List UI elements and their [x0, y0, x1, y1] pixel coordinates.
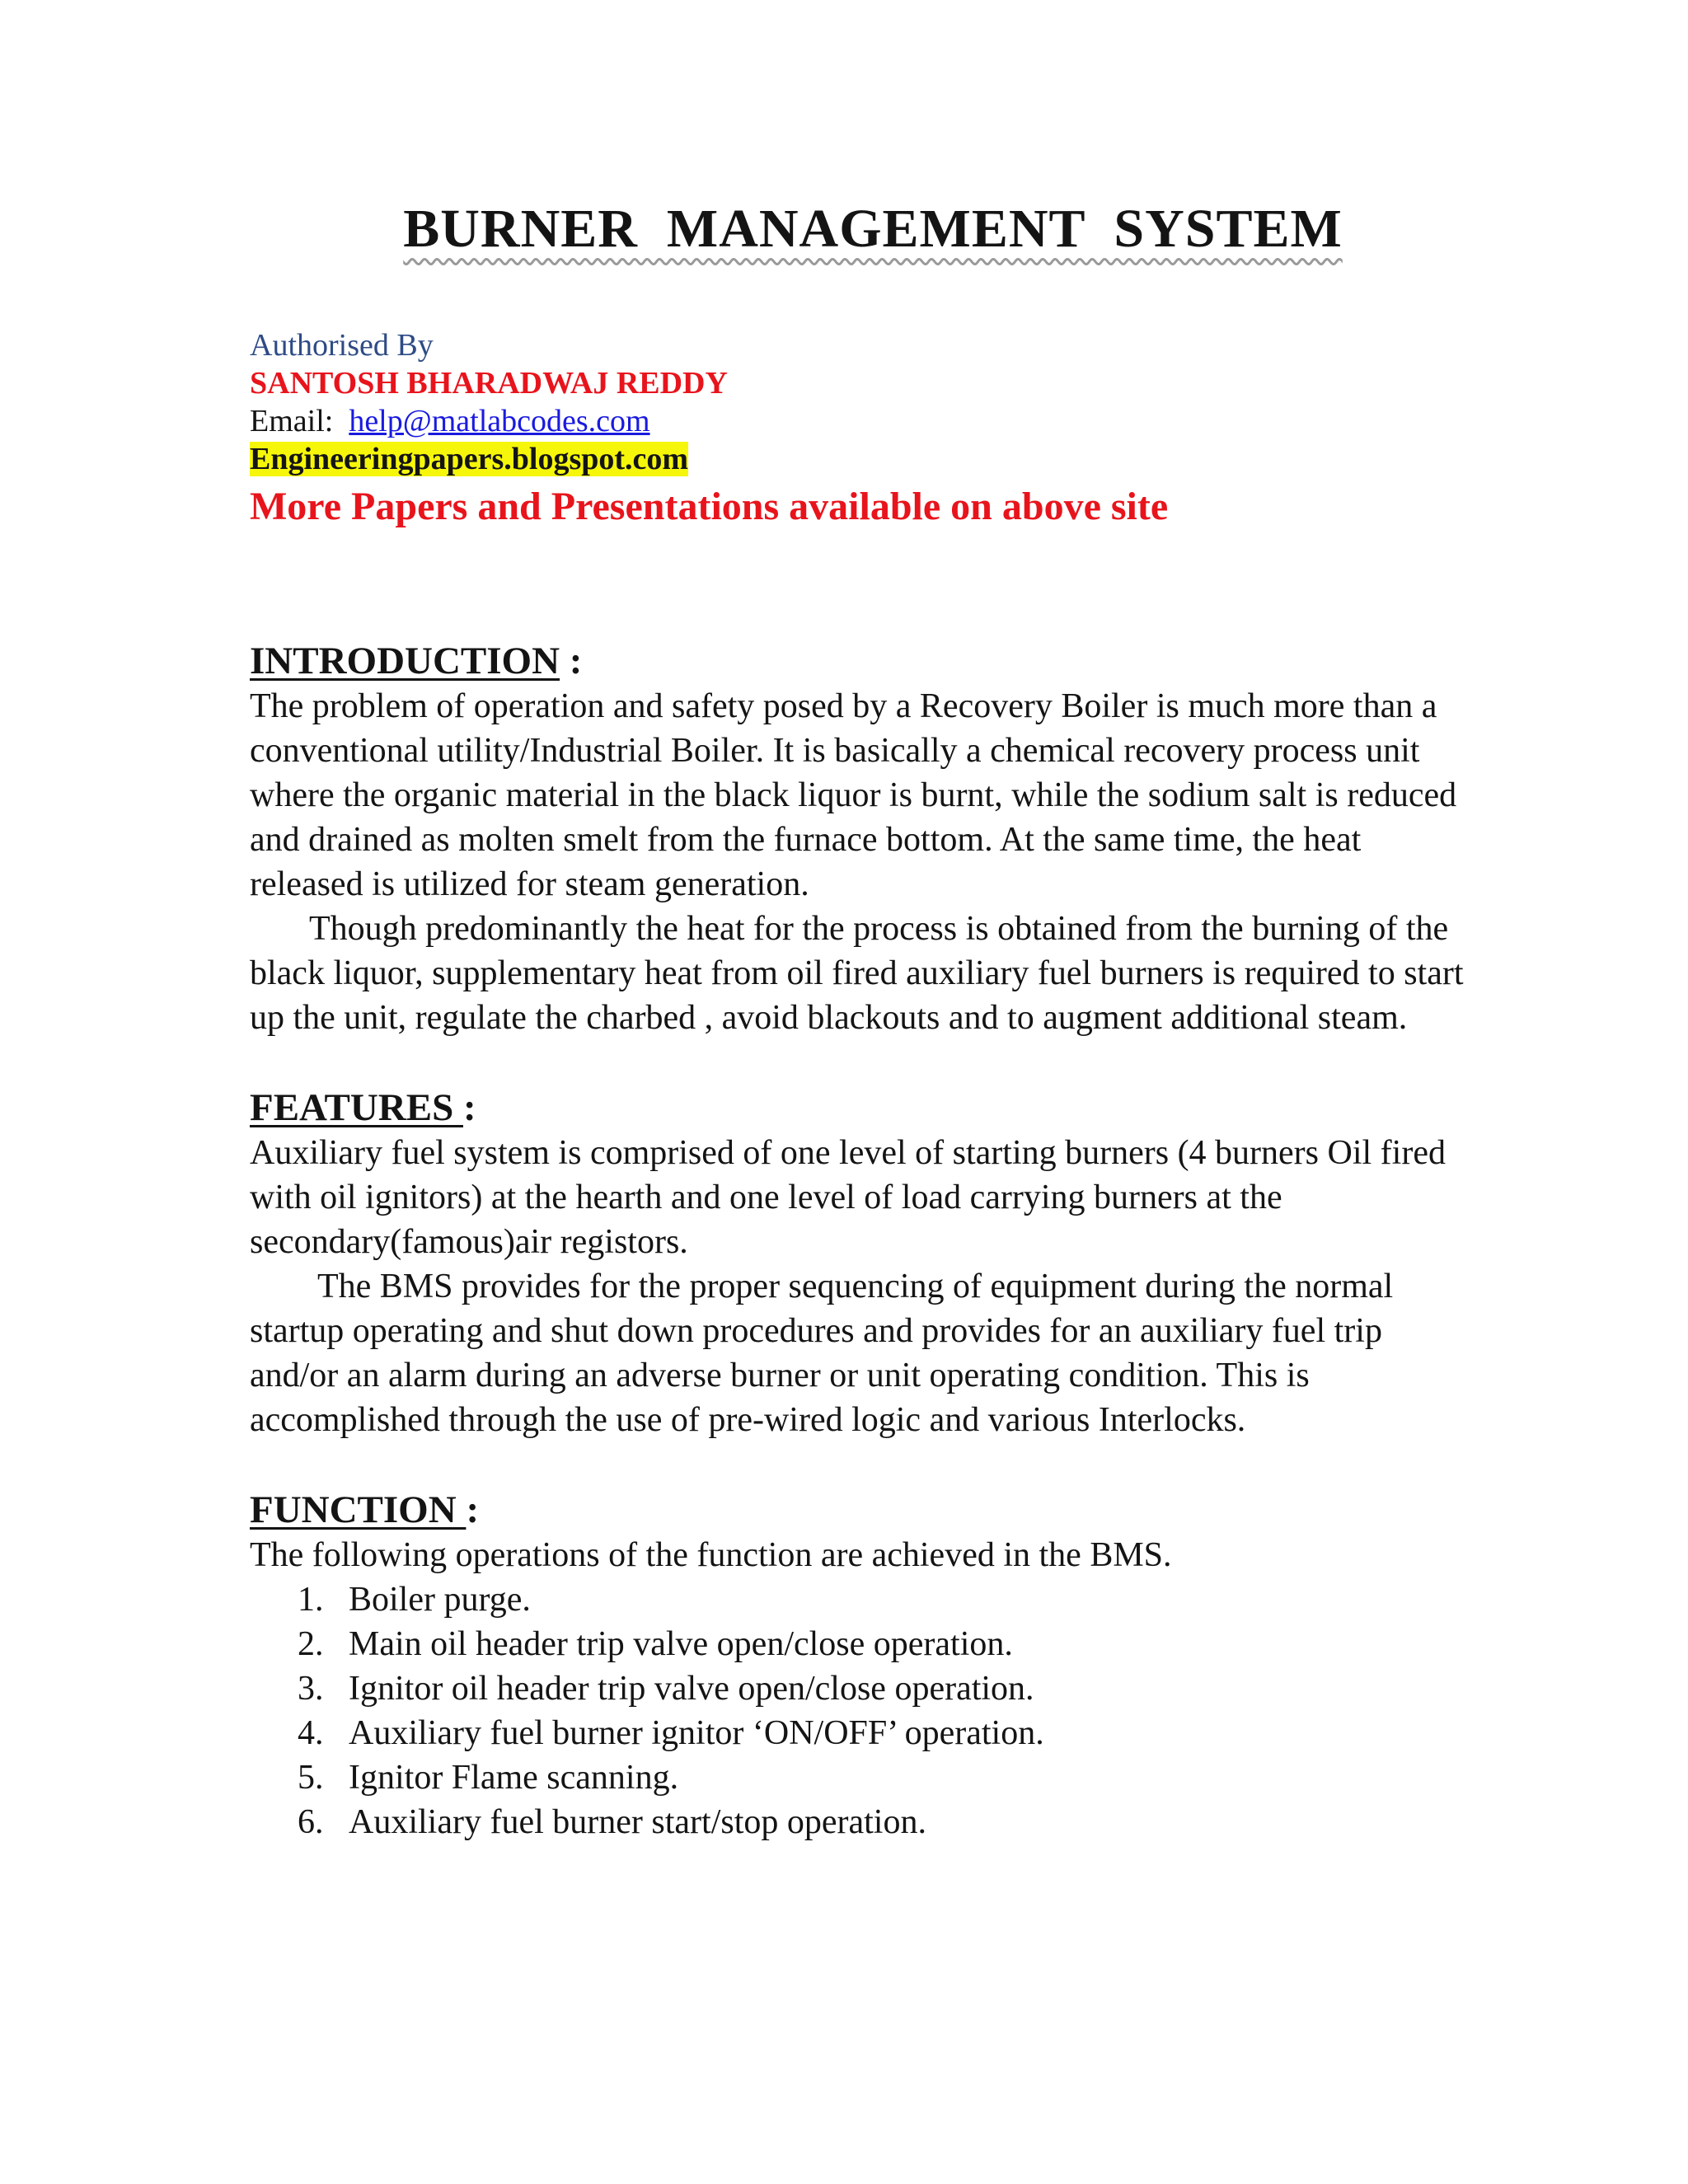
introduction-paragraph-1: The problem of operation and safety posed by a Recovery Boiler is much more than a conventional utility/Industrial Boiler. It is basically a chemical recovery process unit where the organic material in the black liquor is burnt, while the sodium salt is reduced and drained as molten smelt from the furnace bottom. At the same time, the heat released is utilized for steam generation.: [250, 687, 1457, 903]
section-function: [250, 1487, 1470, 1844]
list-item-text: Auxiliary fuel burner ignitor ‘ON/OFF’ operation.: [349, 1714, 1044, 1752]
section-introduction: [250, 638, 1470, 1040]
list-item: [250, 1666, 1470, 1711]
list-item-text: Boiler purge.: [349, 1581, 531, 1619]
features-heading: [250, 1085, 1470, 1131]
introduction-heading-text: INTRODUCTION: [250, 640, 560, 682]
email-label: Email:: [250, 404, 349, 438]
email-row: [250, 402, 1470, 440]
list-item-number: 4.: [298, 1714, 324, 1752]
list-item-number: 3.: [298, 1670, 324, 1708]
site-url-highlighted: Engineeringpapers.blogspot.com: [250, 442, 689, 476]
function-heading: [250, 1487, 1470, 1533]
function-intro: The following operations of the function are achieved in the BMS.: [250, 1536, 1172, 1574]
function-list: [250, 1577, 1470, 1844]
document-body: [250, 326, 1470, 1844]
list-item-text: Ignitor oil header trip valve open/close operation.: [349, 1670, 1034, 1708]
list-item: [250, 1755, 1470, 1800]
features-heading-colon: :: [462, 1086, 476, 1129]
function-heading-colon: :: [466, 1488, 480, 1531]
authorised-by-label: Authorised By: [250, 328, 434, 363]
features-paragraph-2: The BMS provides for the proper sequencing of equipment during the normal startup operating and shut down procedures and provides for an auxiliary fuel trip and/or an alarm during an adverse burner or unit operating condition. This is accomplished through the use of pre-wired logic and various Interlocks.: [250, 1268, 1394, 1439]
list-item-number: 2.: [298, 1625, 324, 1663]
title-text: BURNER MANAGEMENT SYSTEM: [403, 199, 1343, 259]
section-features: [250, 1085, 1470, 1442]
list-item: [250, 1711, 1470, 1755]
email-link[interactable]: help@matlabcodes.com: [349, 404, 650, 438]
list-item: [250, 1800, 1470, 1844]
list-item-text: Auxiliary fuel burner start/stop operation.: [349, 1803, 926, 1841]
list-item-number: 1.: [298, 1581, 324, 1619]
list-item: [250, 1622, 1470, 1666]
features-heading-text: FEATURES: [250, 1086, 463, 1129]
author-name: SANTOSH BHARADWAJ REDDY: [250, 366, 728, 401]
author-block: [250, 326, 1470, 532]
introduction-heading-colon: :: [560, 640, 583, 682]
features-paragraph-1: Auxiliary fuel system is comprised of one level of starting burners (4 burners Oil fired with oil ignitors) at the hearth and one level of load carrying burners at the secondary(famous)air registors.: [250, 1134, 1446, 1261]
list-item-text: Main oil header trip valve open/close operation.: [349, 1625, 1013, 1663]
site-row: [250, 440, 1470, 478]
list-item-text: Ignitor Flame scanning.: [349, 1759, 679, 1797]
function-heading-text: FUNCTION: [250, 1488, 467, 1531]
introduction-heading: [250, 638, 1470, 684]
list-item: [250, 1577, 1470, 1622]
list-item-number: 6.: [298, 1803, 324, 1841]
list-item-number: 5.: [298, 1759, 324, 1797]
document-title: [0, 198, 1688, 260]
more-papers-note: More Papers and Presentations available on above site: [250, 485, 1169, 528]
introduction-paragraph-2: Though predominantly the heat for the process is obtained from the burning of the black liquor, supplementary heat from oil fired auxiliary fuel burners is required to start up the unit, regulate the charbed , avoid blackouts and to augment additional steam.: [250, 910, 1464, 1037]
